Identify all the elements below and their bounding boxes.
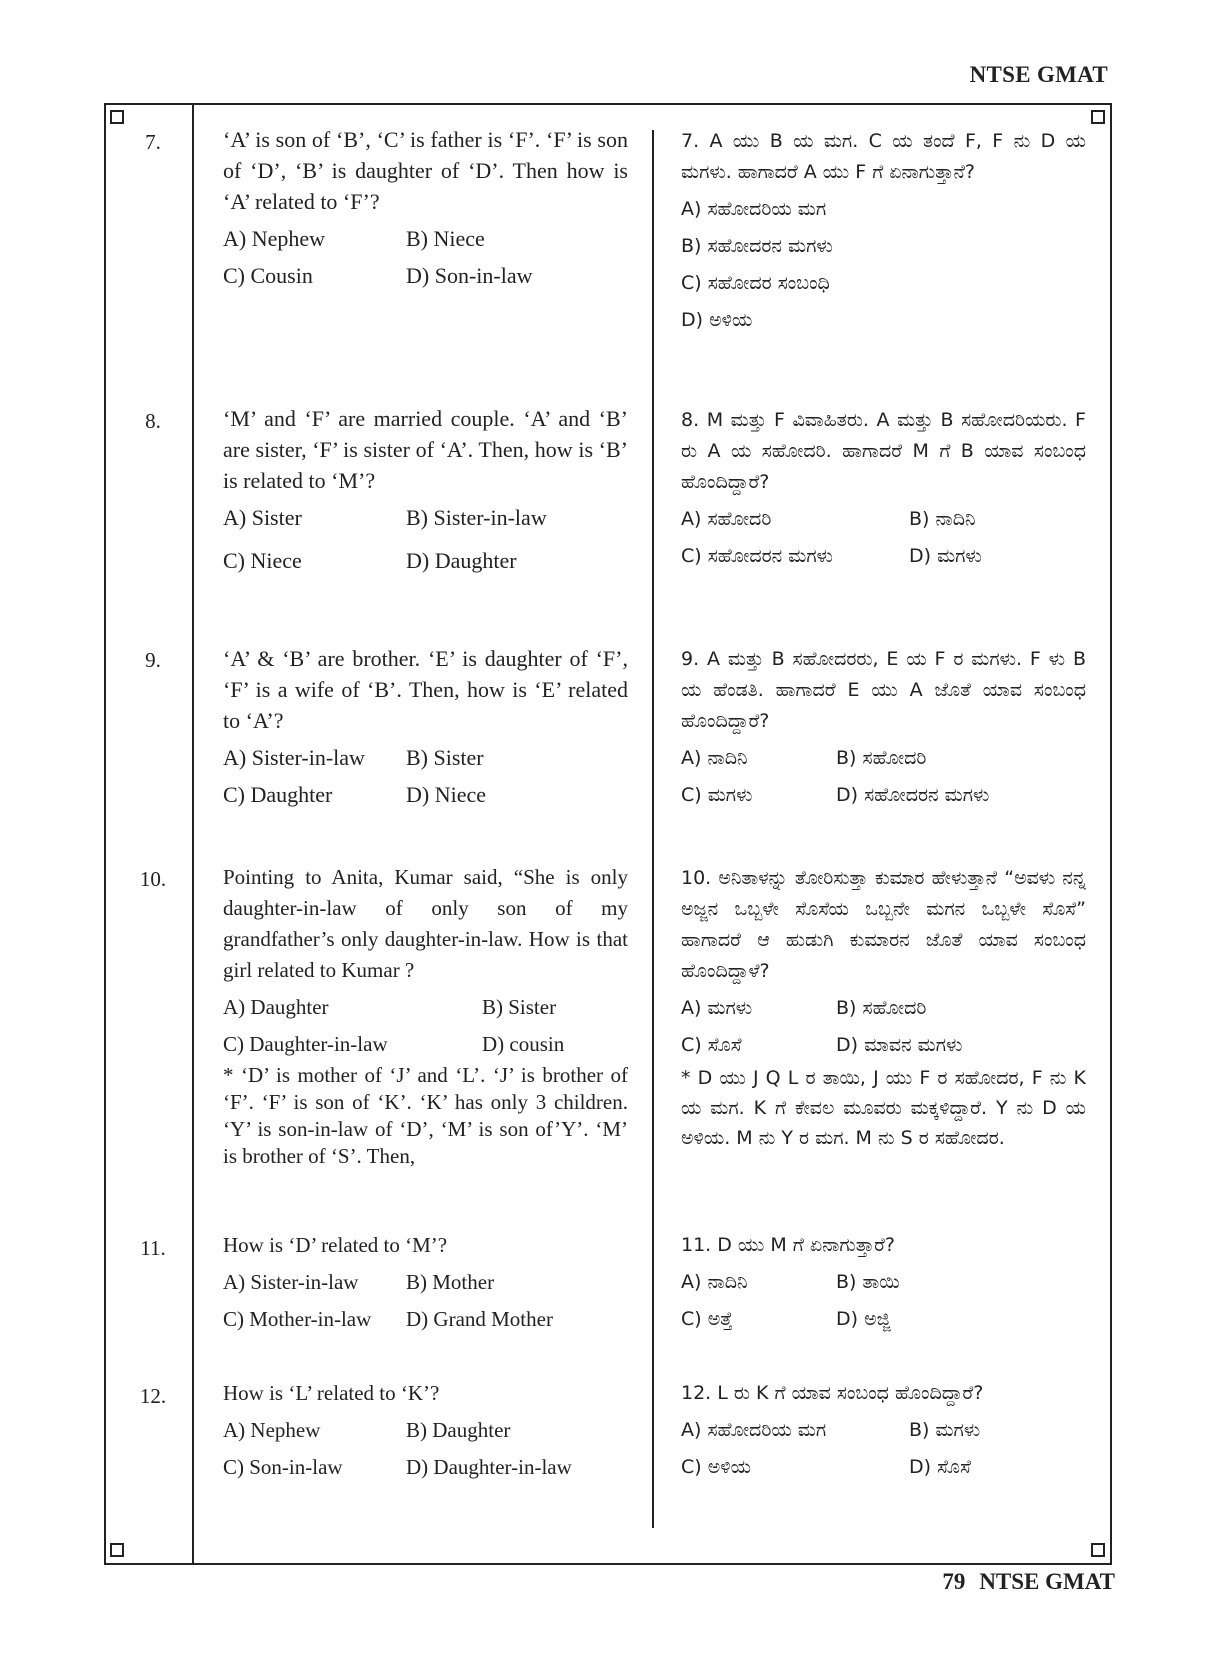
option-c: C) ಸಹೋದರ ಸಂಬಂಧಿ xyxy=(681,272,830,294)
option-d: D) Grand Mother xyxy=(406,1307,553,1331)
option-a: A) ಸಹೋದರಿಯ ಮಗ xyxy=(681,198,827,220)
question-8-english xyxy=(223,403,628,576)
question-text: 12. L ರು K ಗೆ ಯಾವ ಸಂಬಂಧ ಹೊಂದಿದ್ದಾರೆ? xyxy=(681,1382,984,1404)
option-d: D) ಮಾವನ ಮಗಳು xyxy=(836,1034,963,1056)
option-a: A) ಸಹೋದರಿಯ ಮಗ xyxy=(681,1419,827,1441)
option-b: B) Sister-in-law xyxy=(406,505,547,530)
options xyxy=(681,1267,1086,1335)
option-d: D) cousin xyxy=(482,1032,565,1056)
footer-title: NTSE GMAT xyxy=(979,1569,1115,1594)
page-footer xyxy=(942,1569,1115,1595)
option-c: C) ಅಳಿಯ xyxy=(681,1456,751,1478)
number-column-divider xyxy=(192,103,194,1565)
option-c: C) Niece xyxy=(223,548,302,573)
option-c: C) ಸಹೋದರನ ಮಗಳು xyxy=(681,545,833,567)
question-7-english xyxy=(223,124,628,291)
question-number: 8. xyxy=(145,409,161,433)
option-a: A) Nephew xyxy=(223,226,326,251)
option-d: D) ಅಳಿಯ xyxy=(681,309,753,331)
page-number: 79 xyxy=(942,1569,966,1594)
corner-ornament xyxy=(1091,110,1105,124)
option-c: C) Cousin xyxy=(223,263,313,288)
option-b: B) ತಾಯಿ xyxy=(836,1271,900,1293)
options xyxy=(223,1415,628,1483)
options xyxy=(681,993,1086,1061)
question-10-kannada xyxy=(681,863,1086,1153)
option-a: A) Daughter xyxy=(223,995,329,1019)
options xyxy=(681,743,1086,811)
option-a: A) ಮಗಳು xyxy=(681,997,753,1019)
question-12-english xyxy=(223,1378,628,1483)
corner-ornament xyxy=(1091,1543,1105,1557)
options xyxy=(681,194,1086,336)
option-d: D) ಮಗಳು xyxy=(909,545,982,567)
question-text: 10. ಅನಿತಾಳನ್ನು ತೋರಿಸುತ್ತಾ ಕುಮಾರ ಹೇಳುತ್ತಾನೆ “ಅವಳು ನನ್ನ ಅಜ್ಜನ ಒಬ್ಬಳೇ ಸೊಸೆಯ ಒಬ್ಬನೇ ಮಗನ ಒಬ್ಬಳೇ ಸೊಸೆ” ಹಾಗಾದರೆ ಆ ಹುಡುಗಿ ಕುಮಾರನ ಜೊತೆ ಯಾವ ಸಂಬಂಧ ಹೊಂದಿದ್ದಾಳೆ? xyxy=(681,867,1086,982)
option-d: D) Son-in-law xyxy=(406,263,533,288)
option-a: A) ನಾದಿನಿ xyxy=(681,1271,748,1293)
options xyxy=(223,223,628,291)
options xyxy=(223,1267,628,1335)
option-b: B) Sister xyxy=(482,995,557,1019)
option-a: A) Sister xyxy=(223,505,302,530)
option-d: D) Daughter xyxy=(406,548,517,573)
question-number: 10. xyxy=(139,867,167,891)
option-d: D) ಸಹೋದರನ ಮಗಳು xyxy=(836,784,990,806)
option-d: D) ಸೊಸೆ xyxy=(909,1456,971,1478)
question-number: 9. xyxy=(145,648,161,672)
question-text: ‘M’ and ‘F’ are married couple. ‘A’ and ‘B’ are sister, ‘F’ is sister of ‘A’. Then, how is ‘B’ is related to ‘M’? xyxy=(223,406,628,493)
options xyxy=(223,742,628,810)
option-c: C) ಅತ್ತೆ xyxy=(681,1308,733,1330)
question-text: ‘A’ & ‘B’ are brother. ‘E’ is daughter of ‘F’, ‘F’ is a wife of ‘B’. Then, how is ‘E’ related to ‘A’? xyxy=(223,646,628,733)
question-7-kannada xyxy=(681,126,1086,336)
question-9-kannada xyxy=(681,644,1086,811)
language-column-divider xyxy=(652,130,654,1528)
option-b: B) ಮಗಳು xyxy=(909,1419,981,1441)
option-b: B) Mother xyxy=(406,1270,495,1294)
question-number: 7. xyxy=(145,130,161,154)
question-text: 11. D ಯು M ಗೆ ಏನಾಗುತ್ತಾರೆ? xyxy=(681,1234,896,1256)
option-d: D) Niece xyxy=(406,782,487,807)
question-number: 11. xyxy=(140,1236,166,1260)
question-text: ‘A’ is son of ‘B’, ‘C’ is father is ‘F’. ‘F’ is son of ‘D’, ‘B’ is daughter of ‘D’. Then how is ‘A’ related to ‘F’? xyxy=(223,127,628,214)
option-b: B) ನಾದಿನಿ xyxy=(909,508,976,530)
options xyxy=(223,502,628,576)
option-b: B) Niece xyxy=(406,226,485,251)
option-b: B) Sister xyxy=(406,745,484,770)
option-c: C) Daughter xyxy=(223,782,333,807)
question-text: Pointing to Anita, Kumar said, “She is only daughter-in-law of only son of my grandfather’s only daughter-in-law. How is that girl related to Kumar ? xyxy=(223,865,628,982)
passage-note: * D ಯು J Q L ರ ತಾಯಿ, J ಯು F ರ ಸಹೋದರ, F ನು K ಯ ಮಗ. K ಗೆ ಕೇವಲ ಮೂವರು ಮಕ್ಕಳಿದ್ದಾರೆ. Y ನು D ಯ ಅಳಿಯ. M ನು Y ರ ಮಗ. M ನು S ರ ಸಹೋದರ. xyxy=(681,1067,1086,1149)
option-a: A) ನಾದಿನಿ xyxy=(681,747,748,769)
option-c: C) Mother-in-law xyxy=(223,1307,372,1331)
option-a: A) Sister-in-law xyxy=(223,1270,359,1294)
option-a: A) Sister-in-law xyxy=(223,745,365,770)
options xyxy=(681,504,1086,572)
question-text: 7. A ಯು B ಯ ಮಗ. C ಯ ತಂದೆ F, F ನು D ಯ ಮಗಳು. ಹಾಗಾದರೆ A ಯು F ಗೆ ಏನಾಗುತ್ತಾನೆ? xyxy=(681,130,1086,183)
question-11-kannada xyxy=(681,1230,1086,1335)
option-a: A) Nephew xyxy=(223,1418,321,1442)
option-c: C) ಸೊಸೆ xyxy=(681,1034,742,1056)
passage-note: * ‘D’ is mother of ‘J’ and ‘L’. ‘J’ is brother of ‘F’. ‘F’ is son of ‘K’. ‘K’ has only 3 children. ‘Y’ is son-in-law of ‘D’, ‘M’ is son of’Y’. ‘M’ is brother of ‘S’. Then, xyxy=(223,1063,628,1168)
option-c: C) Son-in-law xyxy=(223,1455,343,1479)
corner-ornament xyxy=(110,1543,124,1557)
option-b: B) ಸಹೋದರಿ xyxy=(836,747,927,769)
page-header: NTSE GMAT xyxy=(969,62,1108,87)
option-c: C) Daughter-in-law xyxy=(223,1032,388,1056)
option-b: B) Daughter xyxy=(406,1418,511,1442)
option-d: D) ಅಜ್ಜಿ xyxy=(836,1308,891,1330)
question-text: 9. A ಮತ್ತು B ಸಹೋದರರು, E ಯ F ರ ಮಗಳು. F ಳು B ಯ ಹೆಂಡತಿ. ಹಾಗಾದರೆ E ಯು A ಜೊತೆ ಯಾವ ಸಂಬಂಧ ಹೊಂದಿದ್ದಾರೆ? xyxy=(681,648,1086,732)
question-text: How is ‘L’ related to ‘K’? xyxy=(223,1381,440,1405)
corner-ornament xyxy=(110,110,124,124)
question-12-kannada xyxy=(681,1378,1086,1483)
option-d: D) Daughter-in-law xyxy=(406,1455,572,1479)
option-c: C) ಮಗಳು xyxy=(681,784,753,806)
question-8-kannada xyxy=(681,405,1086,572)
options xyxy=(223,992,628,1060)
option-a: A) ಸಹೋದರಿ xyxy=(681,508,772,530)
question-9-english xyxy=(223,643,628,810)
question-text: 8. M ಮತ್ತು F ವಿವಾಹಿತರು. A ಮತ್ತು B ಸಹೋದರಿಯರು. F ರು A ಯ ಸಹೋದರಿ. ಹಾಗಾದರೆ M ಗೆ B ಯಾವ ಸಂಬಂಧ ಹೊಂದಿದ್ದಾರೆ? xyxy=(681,409,1086,493)
question-text: How is ‘D’ related to ‘M’? xyxy=(223,1233,448,1257)
option-b: B) ಸಹೋದರನ ಮಗಳು xyxy=(681,235,833,257)
options xyxy=(681,1415,1086,1483)
question-10-english xyxy=(223,862,628,1170)
option-b: B) ಸಹೋದರಿ xyxy=(836,997,927,1019)
question-11-english xyxy=(223,1230,628,1335)
question-number: 12. xyxy=(139,1384,167,1408)
